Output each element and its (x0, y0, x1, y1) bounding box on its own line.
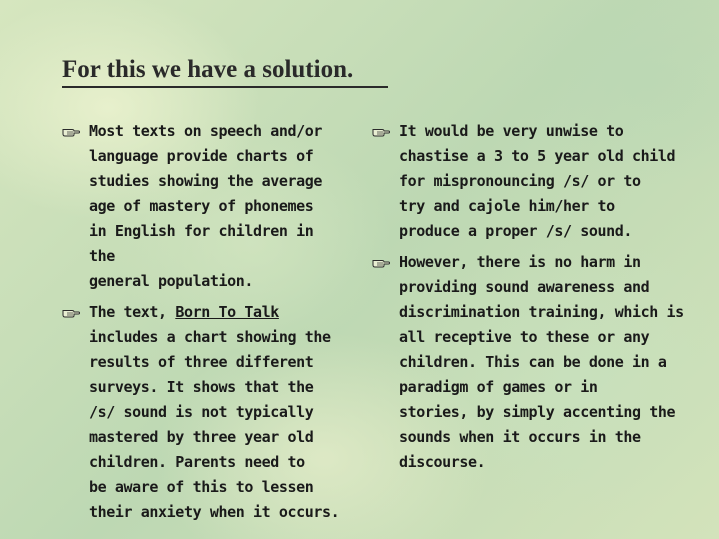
text-prefix: The text, (89, 303, 176, 321)
text-line: It would be very unwise to (399, 122, 624, 140)
text-line: mastered by three year old (89, 428, 314, 446)
right-column (372, 119, 692, 481)
bullet-text (89, 300, 347, 525)
bullet-text (399, 250, 692, 475)
text-line: surveys. It shows that the (89, 378, 314, 396)
left-column (62, 119, 347, 531)
bullet-item (62, 119, 347, 294)
text-line: for mispronouncing /s/ or to (399, 172, 641, 190)
text-line: age of mastery of phonemes (89, 197, 314, 215)
text-line: providing sound awareness and (399, 278, 650, 296)
pointing-hand-icon (372, 126, 390, 137)
text-line: children. This can be done in a (399, 353, 667, 371)
text-line: in English for children in the (89, 222, 314, 265)
bullet-text (89, 119, 347, 294)
bullet-item (372, 119, 692, 244)
bullet-item (372, 250, 692, 475)
text-line: stories, by simply accenting the (399, 403, 676, 421)
text-line: general population. (89, 272, 253, 290)
text-line: studies showing the average (89, 172, 323, 190)
bullet-text (399, 119, 692, 244)
text-line: includes a chart showing the (89, 328, 331, 346)
text-line: /s/ sound is not typically (89, 403, 314, 421)
text-line: chastise a 3 to 5 year old child (399, 147, 676, 165)
title-underline (62, 86, 388, 88)
pointing-hand-icon (62, 307, 80, 318)
slide-title: For this we have a solution. (62, 56, 354, 83)
text-line: sounds when it occurs in the (399, 428, 641, 446)
text-line: results of three different (89, 353, 314, 371)
text-line (89, 300, 347, 325)
text-line: produce a proper /s/ sound. (399, 222, 633, 240)
text-line: be aware of this to lessen (89, 478, 314, 496)
text-line: try and cajole him/her to (399, 197, 615, 215)
pointing-hand-icon (62, 126, 80, 137)
text-line: paradigm of games or in (399, 378, 598, 396)
text-line: Most texts on speech and/or (89, 122, 323, 140)
pointing-hand-icon (372, 257, 390, 268)
book-title: Born To Talk (175, 303, 279, 321)
bullet-item (62, 300, 347, 525)
text-line: language provide charts of (89, 147, 314, 165)
text-line: discourse. (399, 453, 486, 471)
text-line: discrimination training, which is (399, 303, 684, 321)
text-line: children. Parents need to (89, 453, 305, 471)
text-line: their anxiety when it occurs. (89, 503, 340, 521)
text-line: However, there is no harm in (399, 253, 641, 271)
text-line: all receptive to these or any (399, 328, 650, 346)
